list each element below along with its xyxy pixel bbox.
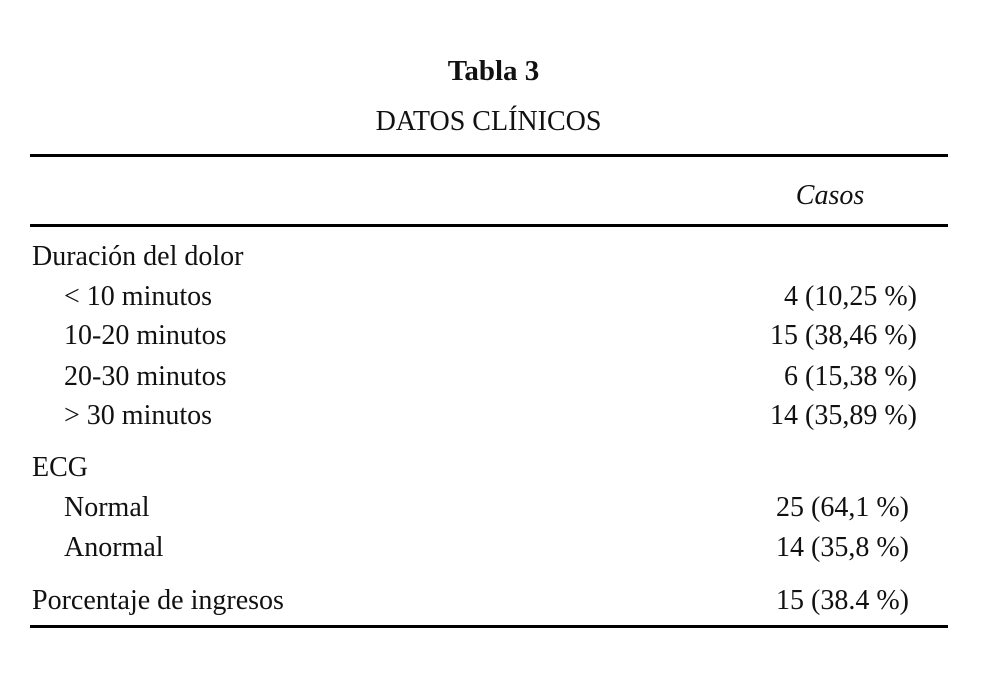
table-row [0, 279, 987, 315]
row-value: 15 (38,46 %) [770, 320, 917, 351]
table-title: Tabla 3 [447, 55, 540, 87]
row-value: 14 (35,89 %) [770, 400, 917, 431]
top-rule [30, 154, 948, 157]
section-heading-label: Duración del dolor [32, 241, 244, 272]
table-subtitle: DATOS CLÍNICOS [375, 106, 602, 137]
row-value: 14 (35,8 %) [776, 532, 909, 563]
header-rule [30, 224, 948, 227]
column-header-casos: Casos [795, 180, 865, 211]
table-row [0, 490, 987, 526]
row-label: Porcentaje de ingresos [32, 585, 284, 616]
row-label: < 10 minutos [64, 281, 213, 312]
row-label: Normal [64, 492, 150, 523]
row-label: > 30 minutos [64, 400, 213, 431]
row-label: 20-30 minutos [64, 361, 227, 392]
table-row [0, 583, 987, 619]
section-heading-ecg [0, 450, 987, 486]
row-label: Anormal [64, 532, 164, 563]
table-row [0, 530, 987, 566]
row-value: 4 (10,25 %) [784, 281, 917, 312]
table-row [0, 318, 987, 354]
row-value: 15 (38.4 %) [776, 585, 909, 616]
row-label: 10-20 minutos [64, 320, 227, 351]
table-row [0, 359, 987, 395]
row-value: 25 (64,1 %) [776, 492, 909, 523]
bottom-rule [30, 625, 948, 628]
section-heading-duracion [0, 239, 987, 275]
row-value: 6 (15,38 %) [784, 361, 917, 392]
section-heading-label: ECG [32, 452, 88, 483]
table-row [0, 398, 987, 434]
